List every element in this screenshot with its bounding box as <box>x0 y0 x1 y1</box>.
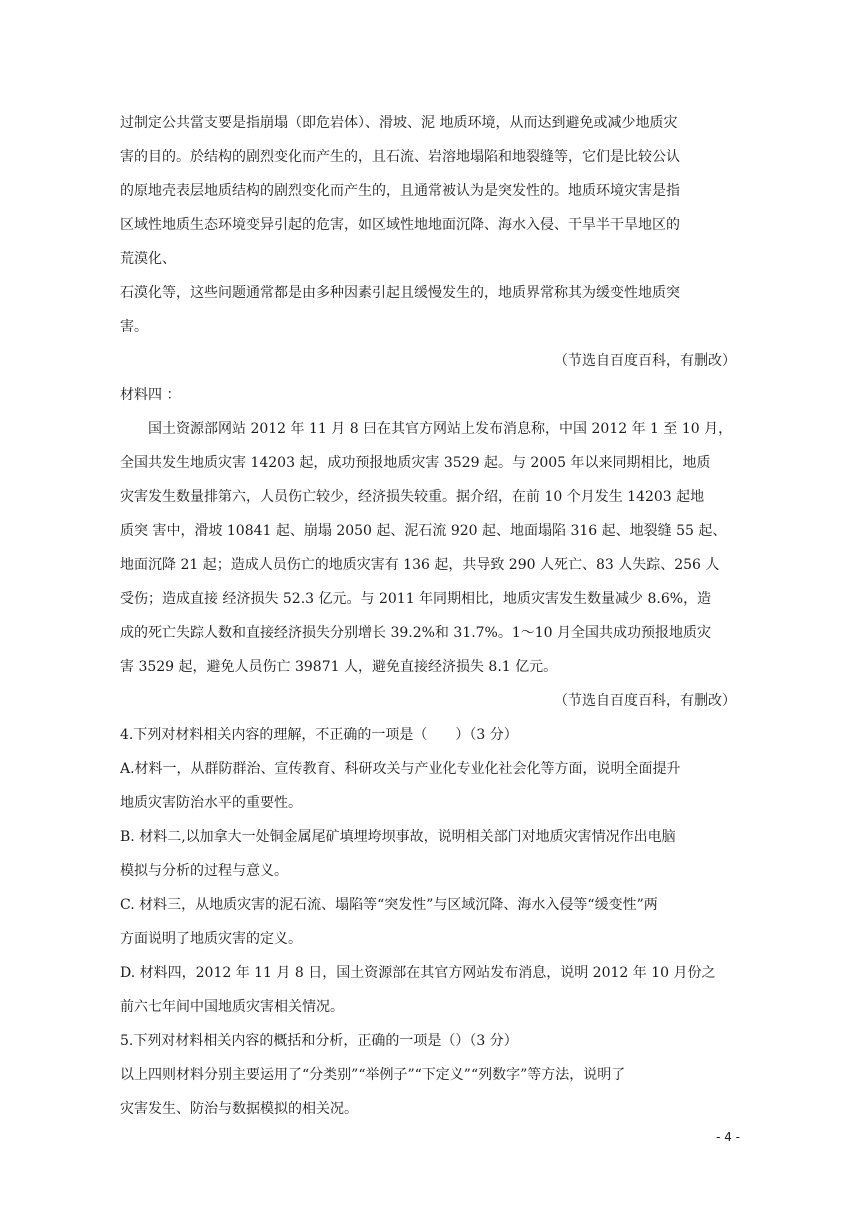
source-note: （节选自百度百科，有删改） <box>554 353 736 369</box>
paragraph-line: 害的目的。於结构的剧烈变化而产生的，且石流、岩溶地塌陷和地裂缝等，它们是比较公认 <box>120 149 680 165</box>
option-line: 模拟与分析的过程与意义。 <box>120 863 288 879</box>
question-stem: 5.下列对材料相关内容的概括和分析，正确的一项是（）（3 分） <box>120 1033 518 1049</box>
paragraph-line: 害。 <box>120 319 148 335</box>
option-d <box>120 956 740 1024</box>
option-line: 方面说明了地质灾害的定义。 <box>120 931 302 947</box>
option-line: B. 材料二,以加拿大一处铜金属尾矿填埋垮坝事故，说明相关部门对地质灾害情况作出电脑 <box>120 829 676 845</box>
paragraph-line: 灾害发生数量排第六，人员伤亡较少，经济损失较重。据介绍，在前 10 个月发生 14203 起地 <box>120 489 705 505</box>
paragraph-line: 害 3529 起，避免人员伤亡 39871 人，避免直接经济损失 8.1 亿元。 <box>120 659 558 675</box>
paragraph-line: 受伤；造成直接 经济损失 52.3 亿元。与 2011 年同期相比，地质灾害发生数量减少 8.6%，造 <box>120 591 712 607</box>
paragraph-line: 全国共发生地质灾害 14203 起，成功预报地质灾害 3529 起。与 2005 年以来同期相比，地质 <box>120 455 711 471</box>
page-number: - 4 - <box>716 1130 740 1144</box>
question-text-line: 灾害发生、防治与数据模拟的相关况。 <box>120 1101 358 1117</box>
paragraph-line: 质突 害中，滑坡 10841 起、崩塌 2050 起、泥石流 920 起、地面塌陷 316 起、地裂缝 55 起、 <box>120 523 727 539</box>
paragraph-line: 成的死亡失踪人数和直接经济损失分别增长 39.2%和 31.7%。1～10 月全国共成功预报地质灾 <box>120 625 712 641</box>
option-b <box>120 820 740 888</box>
option-line: 前六七年间中国地质灾害相关情况。 <box>120 999 344 1015</box>
option-line: C. 材料三，从地质灾害的泥石流、塌陷等“突发性”与区域沉降、海水入侵等“缓变性”两 <box>120 897 658 913</box>
material4-body <box>120 412 740 684</box>
page-content <box>120 106 740 1126</box>
source-note: （节选自百度百科，有删改） <box>554 693 736 709</box>
paragraph-line: 地面沉降 21 起；造成人员伤亡的地质灾害有 136 起，共导致 290 人死亡、83 人失踪、256 人 <box>120 557 720 573</box>
option-line: A.材料一，从群防群治、宣传教育、科研攻关与产业化专业化社会化等方面，说明全面提升 <box>120 761 681 777</box>
question-5 <box>120 1024 740 1126</box>
option-a <box>120 752 740 820</box>
question-text-line: 以上四则材料分别主要运用了“分类别”“举例子”“下定义”“列数字”等方法，说明了 <box>120 1067 626 1083</box>
option-line: 地质灾害防治水平的重要性。 <box>120 795 302 811</box>
paragraph-line: 荒漠化、 <box>120 251 176 267</box>
paragraph-line: 国土资源部网站 2012 年 11 月 8 曰在其官方网站上发布消息称，中国 2012 年 1 至 10 月， <box>148 421 733 437</box>
option-line: D. 材料四，2012 年 11 月 8 日，国土资源部在其官方网站发布消息，说明 2012 年 10 月份之 <box>120 965 716 981</box>
paragraph-line: 的原地壳表层地质结构的剧烈变化而产生的，且通常被认为是突发性的。地质环境灾害是指 <box>120 183 680 199</box>
paragraph-line: 过制定公共當支要是指崩塌（即危岩体）、滑坡、泥 地质环境，从而达到避免或减少地质灾 <box>120 115 678 131</box>
material3-tail <box>120 106 740 344</box>
question-stem: 4.下列对材料相关内容的理解，不正确的一项是（ ）（3 分） <box>120 727 518 743</box>
paragraph-line: 石漠化等，这些问题通常都是由多种因素引起且缓慢发生的，地质界常称其为缓变性地质突 <box>120 285 680 301</box>
paragraph-line: 区域性地质生态环境变异引起的危害，如区域性地地面沉降、海水入侵、干旱半干旱地区的 <box>120 217 680 233</box>
material-heading: 材料四 ： <box>120 387 181 403</box>
question-4 <box>120 718 740 1024</box>
option-c <box>120 888 740 956</box>
